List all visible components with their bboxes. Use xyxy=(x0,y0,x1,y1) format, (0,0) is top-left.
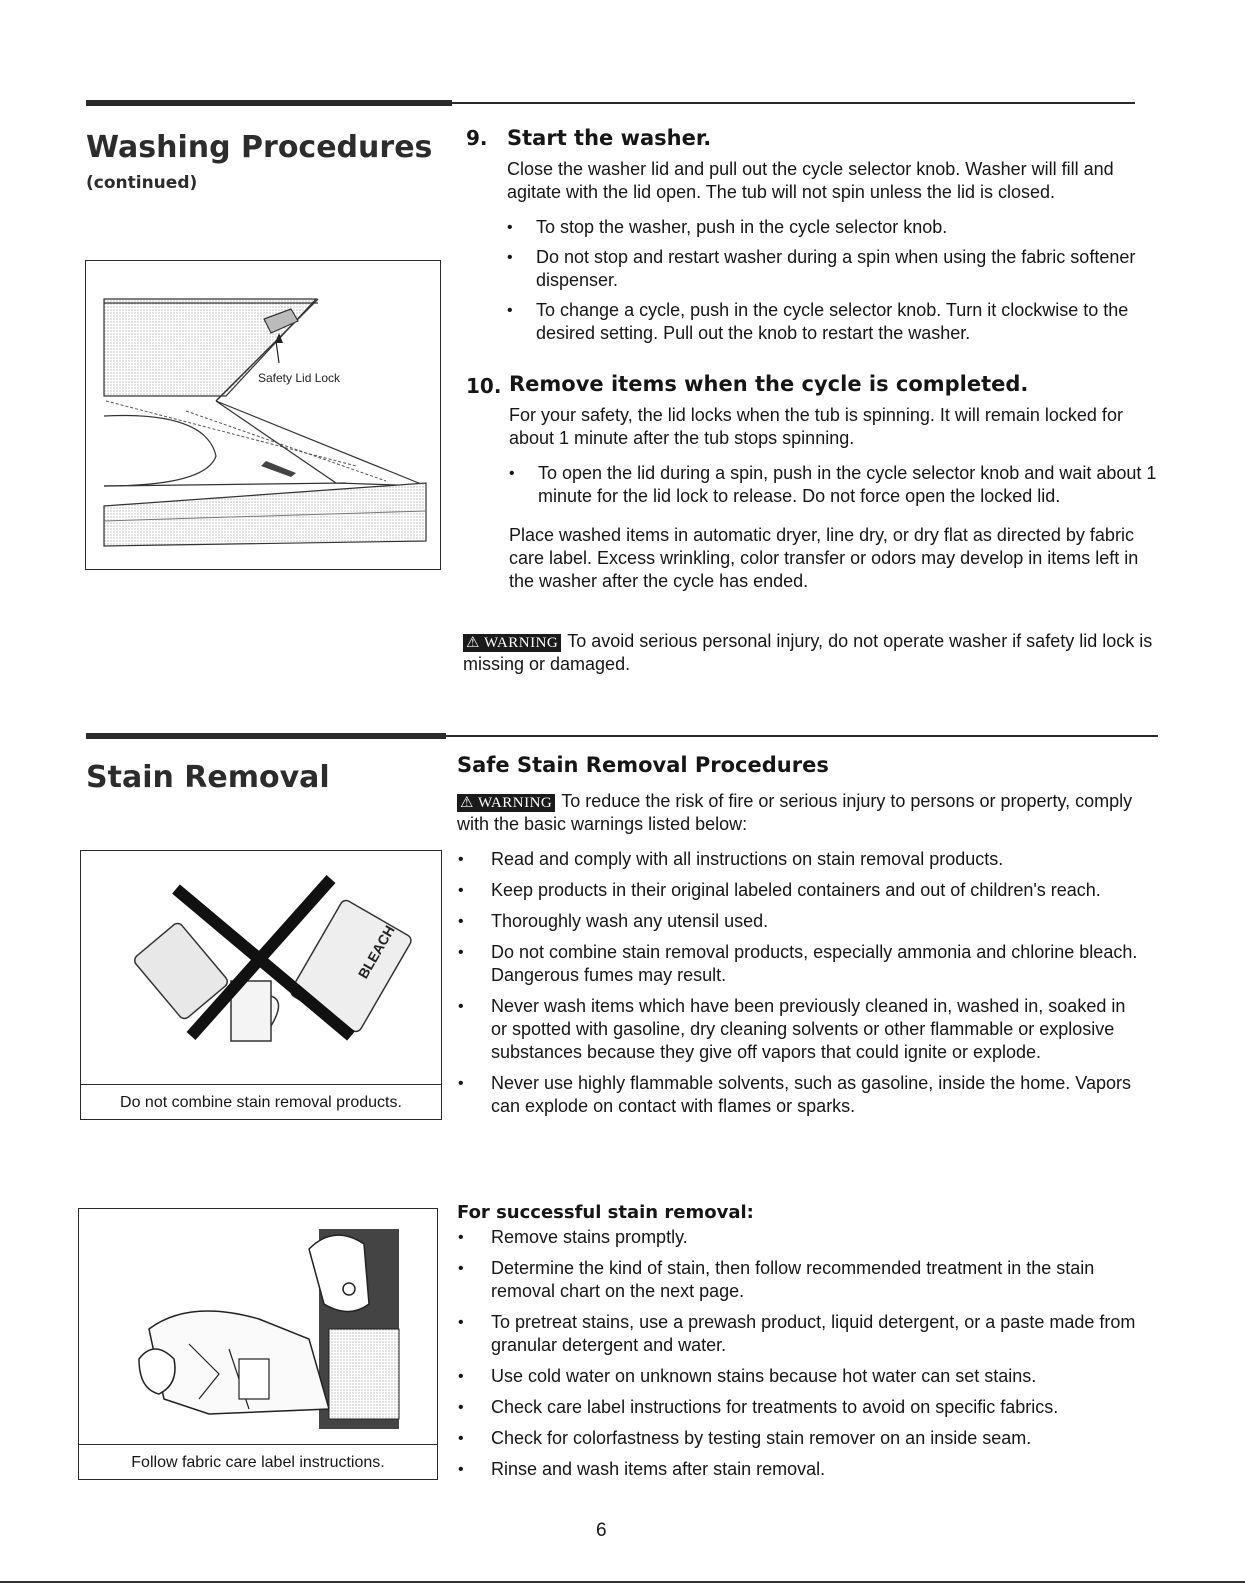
section-rule-accent xyxy=(86,100,452,106)
stain-warning xyxy=(457,790,1137,836)
step-10-title: Remove items when the cycle is completed. xyxy=(509,372,1029,396)
list-item: • To open the lid during a spin, push in the cycle selector knob and wait about 1 minute for the lid lock to release. Do not force open the locked lid. xyxy=(509,462,1159,508)
step-10-text-2: Place washed items in automatic dryer, line dry, or dry flat as directed by fabric care label. Excess wrinkling, color transfer or odors may develop in items left in the washer after the cycle has ended. xyxy=(509,525,1139,591)
step-9-number: 9. xyxy=(466,126,488,150)
warning-badge: ⚠ WARNING xyxy=(457,794,555,812)
section-title-stain-removal: Stain Removal xyxy=(86,760,330,795)
list-item: • To pretreat stains, use a prewash product, liquid detergent, or a paste made from granular detergent and water. xyxy=(458,1311,1138,1357)
list-item: • Keep products in their original labeled containers and out of children's reach. xyxy=(458,879,1138,902)
list-item: • Determine the kind of stain, then follow recommended treatment in the stain removal chart on the next page. xyxy=(458,1257,1138,1303)
list-item: • Read and comply with all instructions on stain removal products. xyxy=(458,848,1138,871)
list-item: • Do not stop and restart washer during a spin when using the fabric softener dispenser. xyxy=(507,246,1157,292)
section-rule-accent xyxy=(86,733,446,739)
success-heading: For successful stain removal: xyxy=(457,1202,754,1223)
page-bottom-rule xyxy=(0,1581,1245,1583)
list-item: • To stop the washer, push in the cycle selector knob. xyxy=(507,216,1157,239)
bleach-label: BLEACH xyxy=(354,922,398,982)
safety-lid-lock-label: Safety Lid Lock xyxy=(258,371,341,385)
list-item: • To change a cycle, push in the cycle selector knob. Turn it clockwise to the desired setting. Pull out the knob to restart the washer. xyxy=(507,299,1157,345)
section-rule xyxy=(452,102,1135,104)
list-item: • Do not combine stain removal products, especially ammonia and chlorine bleach. Dangerous fumes may result. xyxy=(458,941,1138,987)
list-item: • Use cold water on unknown stains because hot water can set stains. xyxy=(458,1365,1138,1388)
step-10-bullets xyxy=(509,462,1159,508)
list-item: • Rinse and wash items after stain removal. xyxy=(458,1458,1138,1481)
lid-lock-warning xyxy=(463,630,1158,676)
warning-label: WARNING xyxy=(483,635,559,651)
figure-caption: Follow fabric care label instructions. xyxy=(79,1444,437,1481)
step-9-bullets xyxy=(507,216,1157,345)
step-9-title: Start the washer. xyxy=(507,126,712,150)
do-not-combine-figure xyxy=(80,850,442,1120)
list-item: • Never wash items which have been previously cleaned in, washed in, soaked in or spotted with gasoline, dry cleaning solvents or other flammable or explosive substances because they give off vapors that could ignite or explode. xyxy=(458,995,1138,1064)
warning-text: To avoid serious personal injury, do not operate washer if safety lid lock is missing or damaged. xyxy=(463,631,1153,674)
fabric-care-figure xyxy=(78,1208,438,1480)
list-item: • Check for colorfastness by testing stain remover on an inside seam. xyxy=(458,1427,1138,1450)
page-number: 6 xyxy=(596,1520,607,1541)
page-title: Washing Procedures xyxy=(86,130,433,165)
page-subtitle: (continued) xyxy=(86,173,198,193)
section-rule xyxy=(446,735,1158,737)
warning-text: To reduce the risk of fire or serious injury to persons or property, comply with the basic warnings listed below: xyxy=(457,791,1133,834)
step-10-text: For your safety, the lid locks when the tub is spinning. It will remain locked for about 1 minute after the tub stops spinning. xyxy=(509,405,1123,448)
warning-badge: ⚠ WARNING xyxy=(463,634,561,652)
step-10-number: 10. xyxy=(466,374,502,398)
list-item: • Check care label instructions for treatments to avoid on specific fabrics. xyxy=(458,1396,1138,1419)
stain-tips-list xyxy=(458,1226,1138,1481)
list-item: • Never use highly flammable solvents, such as gasoline, inside the home. Vapors can explode on contact with flames or sparks. xyxy=(458,1072,1138,1118)
person-reading-label-illustration xyxy=(79,1209,437,1439)
safe-stain-heading: Safe Stain Removal Procedures xyxy=(457,753,829,777)
figure-caption: Do not combine stain removal products. xyxy=(81,1084,441,1121)
warning-label: WARNING xyxy=(477,795,553,811)
list-item: • Thoroughly wash any utensil used. xyxy=(458,910,1138,933)
stain-warnings-list xyxy=(458,848,1138,1118)
washer-lid-illustration xyxy=(86,261,440,569)
step-9-text: Close the washer lid and pull out the cycle selector knob. Washer will fill and agitate with the lid open. The tub will not spin unless the lid is closed. xyxy=(507,159,1114,202)
list-item: • Remove stains promptly. xyxy=(458,1226,1138,1249)
chemical-containers-illustration xyxy=(81,851,441,1079)
safety-lid-lock-figure xyxy=(85,260,441,570)
